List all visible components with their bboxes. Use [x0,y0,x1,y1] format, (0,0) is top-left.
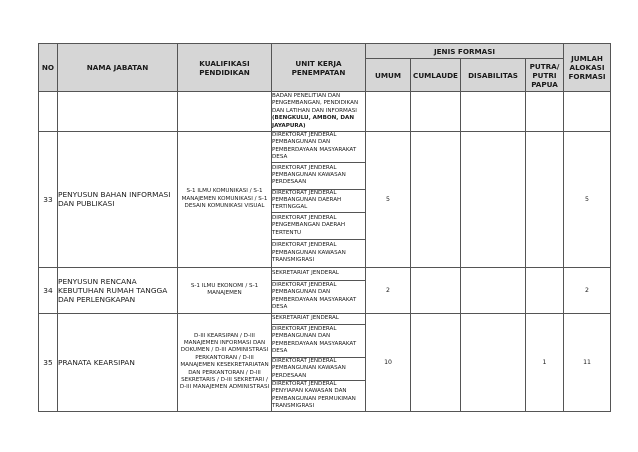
cell-kualifikasi: S-1 ILMU EKONOMI / S-1 MANAJEMEN [178,267,272,313]
header-jumlah: JUMLAH ALOKASI FORMASI [564,44,611,92]
cell-nama-jabatan: PENYUSUN BAHAN INFORMASI DAN PUBLIKASI [58,132,178,268]
cell-umum: 5 [366,132,411,268]
table-row-continuation [39,92,611,132]
header-disabilitas: DISABILITAS [461,59,526,92]
header-nama-jabatan: NAMA JABATAN [58,44,178,92]
header-cumlaude: CUMLAUDE [411,59,461,92]
cell-jumlah: 5 [564,132,611,268]
cell-jumlah: 2 [564,267,611,313]
cell-unit-kerja: SEKRETARIAT JENDERAL [272,267,366,280]
cell-kualifikasi: D-III KEARSIPAN / D-III MANAJEMEN INFORMASI DAN DOKUMEN / D-III ADMINISTRASI PERKANTORAN / D-III MANAJEMEN KESEKRETARIATAN DAN PERKANTORAN / D-III SEKRETARIS / D-III SEKRETARI / D-III MANAJEMEN ADMINISTRASI [178,313,272,411]
cell-cumlaude [411,313,461,411]
header-umum: UMUM [366,59,411,92]
cell-unit-kerja: DIREKTORAT JENDERAL PENYIAPAN KAWASAN DAN PEMBANGUNAN PERMUKIMAN TRANSMIGRASI [272,381,366,412]
table-row [39,267,611,280]
header-kualifikasi: KUALIFIKASI PENDIDIKAN [178,44,272,92]
cell-disabilitas [461,267,526,313]
cell-unit-kerja: DIREKTORAT JENDERAL PEMBANGUNAN DAN PEMBERDAYAAN MASYARAKAT DESA [272,324,366,357]
cell-unit-kerja: DIREKTORAT JENDERAL PEMBANGUNAN KAWASAN PERDESAAN [272,162,366,189]
cell-disabilitas [461,313,526,411]
cell-jumlah: 11 [564,313,611,411]
cell-unit-kerja: DIREKTORAT JENDERAL PEMBANGUNAN DAN PEMBERDAYAAN MASYARAKAT DESA [272,132,366,163]
header-jenis-formasi: JENIS FORMASI [366,44,564,59]
cell-unit-kerja: SEKRETARIAT JENDERAL [272,313,366,324]
cell-disabilitas [461,132,526,268]
cell-nama-jabatan: PENYUSUN RENCANA KEBUTUHAN RUMAH TANGGA DAN PERLENGKAPAN [58,267,178,313]
table-row [39,313,611,324]
table-row [39,132,611,163]
unit-name: BADAN PENELITIAN DAN PENGEMBANGAN, PENDIDIKAN DAN LATIHAN DAN INFORMASI [272,92,359,114]
formasi-table [38,43,611,412]
cell-putra-papua [526,267,564,313]
cell-unit-kerja: DIREKTORAT JENDERAL PEMBANGUNAN DAN PEMBERDAYAAN MASYARAKAT DESA [272,280,366,313]
cell-nama-jabatan: PRANATA KEARSIPAN [58,313,178,411]
cell-unit-kerja: DIREKTORAT JENDERAL PEMBANGUNAN DAERAH TERTINGGAL [272,189,366,212]
cell-unit-kerja: DIREKTORAT JENDERAL PEMBANGUNAN KAWASAN TRANSMIGRASI [272,239,366,267]
cell-cumlaude [411,132,461,268]
cell-no: 35 [39,313,58,411]
cell-unit-kerja: DIREKTORAT JENDERAL PENGEMBANGAN DAERAH TERTENTU [272,212,366,239]
cell-umum: 10 [366,313,411,411]
cell-kualifikasi: S-1 ILMU KOMUNIKASI / S-1 MANAJEMEN KOMUNIKASI / S-1 DESAIN KOMUNIKASI VISUAL [178,132,272,268]
header-no: NO [39,44,58,92]
cell-putra-papua [526,132,564,268]
cell-no: 33 [39,132,58,268]
cell-cumlaude [411,267,461,313]
header-unit-kerja: UNIT KERJA PENEMPATAN [272,44,366,92]
cell-no [39,92,58,132]
unit-location: (BENGKULU, AMBON, DAN JAYAPURA) [272,115,354,129]
cell-umum: 2 [366,267,411,313]
cell-kualifikasi [178,92,272,132]
cell-putra-papua: 1 [526,313,564,411]
header-putra-papua: PUTRA/ PUTRI PAPUA [526,59,564,92]
cell-unit-kerja: DIREKTORAT JENDERAL PEMBANGUNAN KAWASAN PERDESAAN [272,357,366,380]
cell-nama [58,92,178,132]
cell-no: 34 [39,267,58,313]
cell-unit-kerja [272,92,366,132]
